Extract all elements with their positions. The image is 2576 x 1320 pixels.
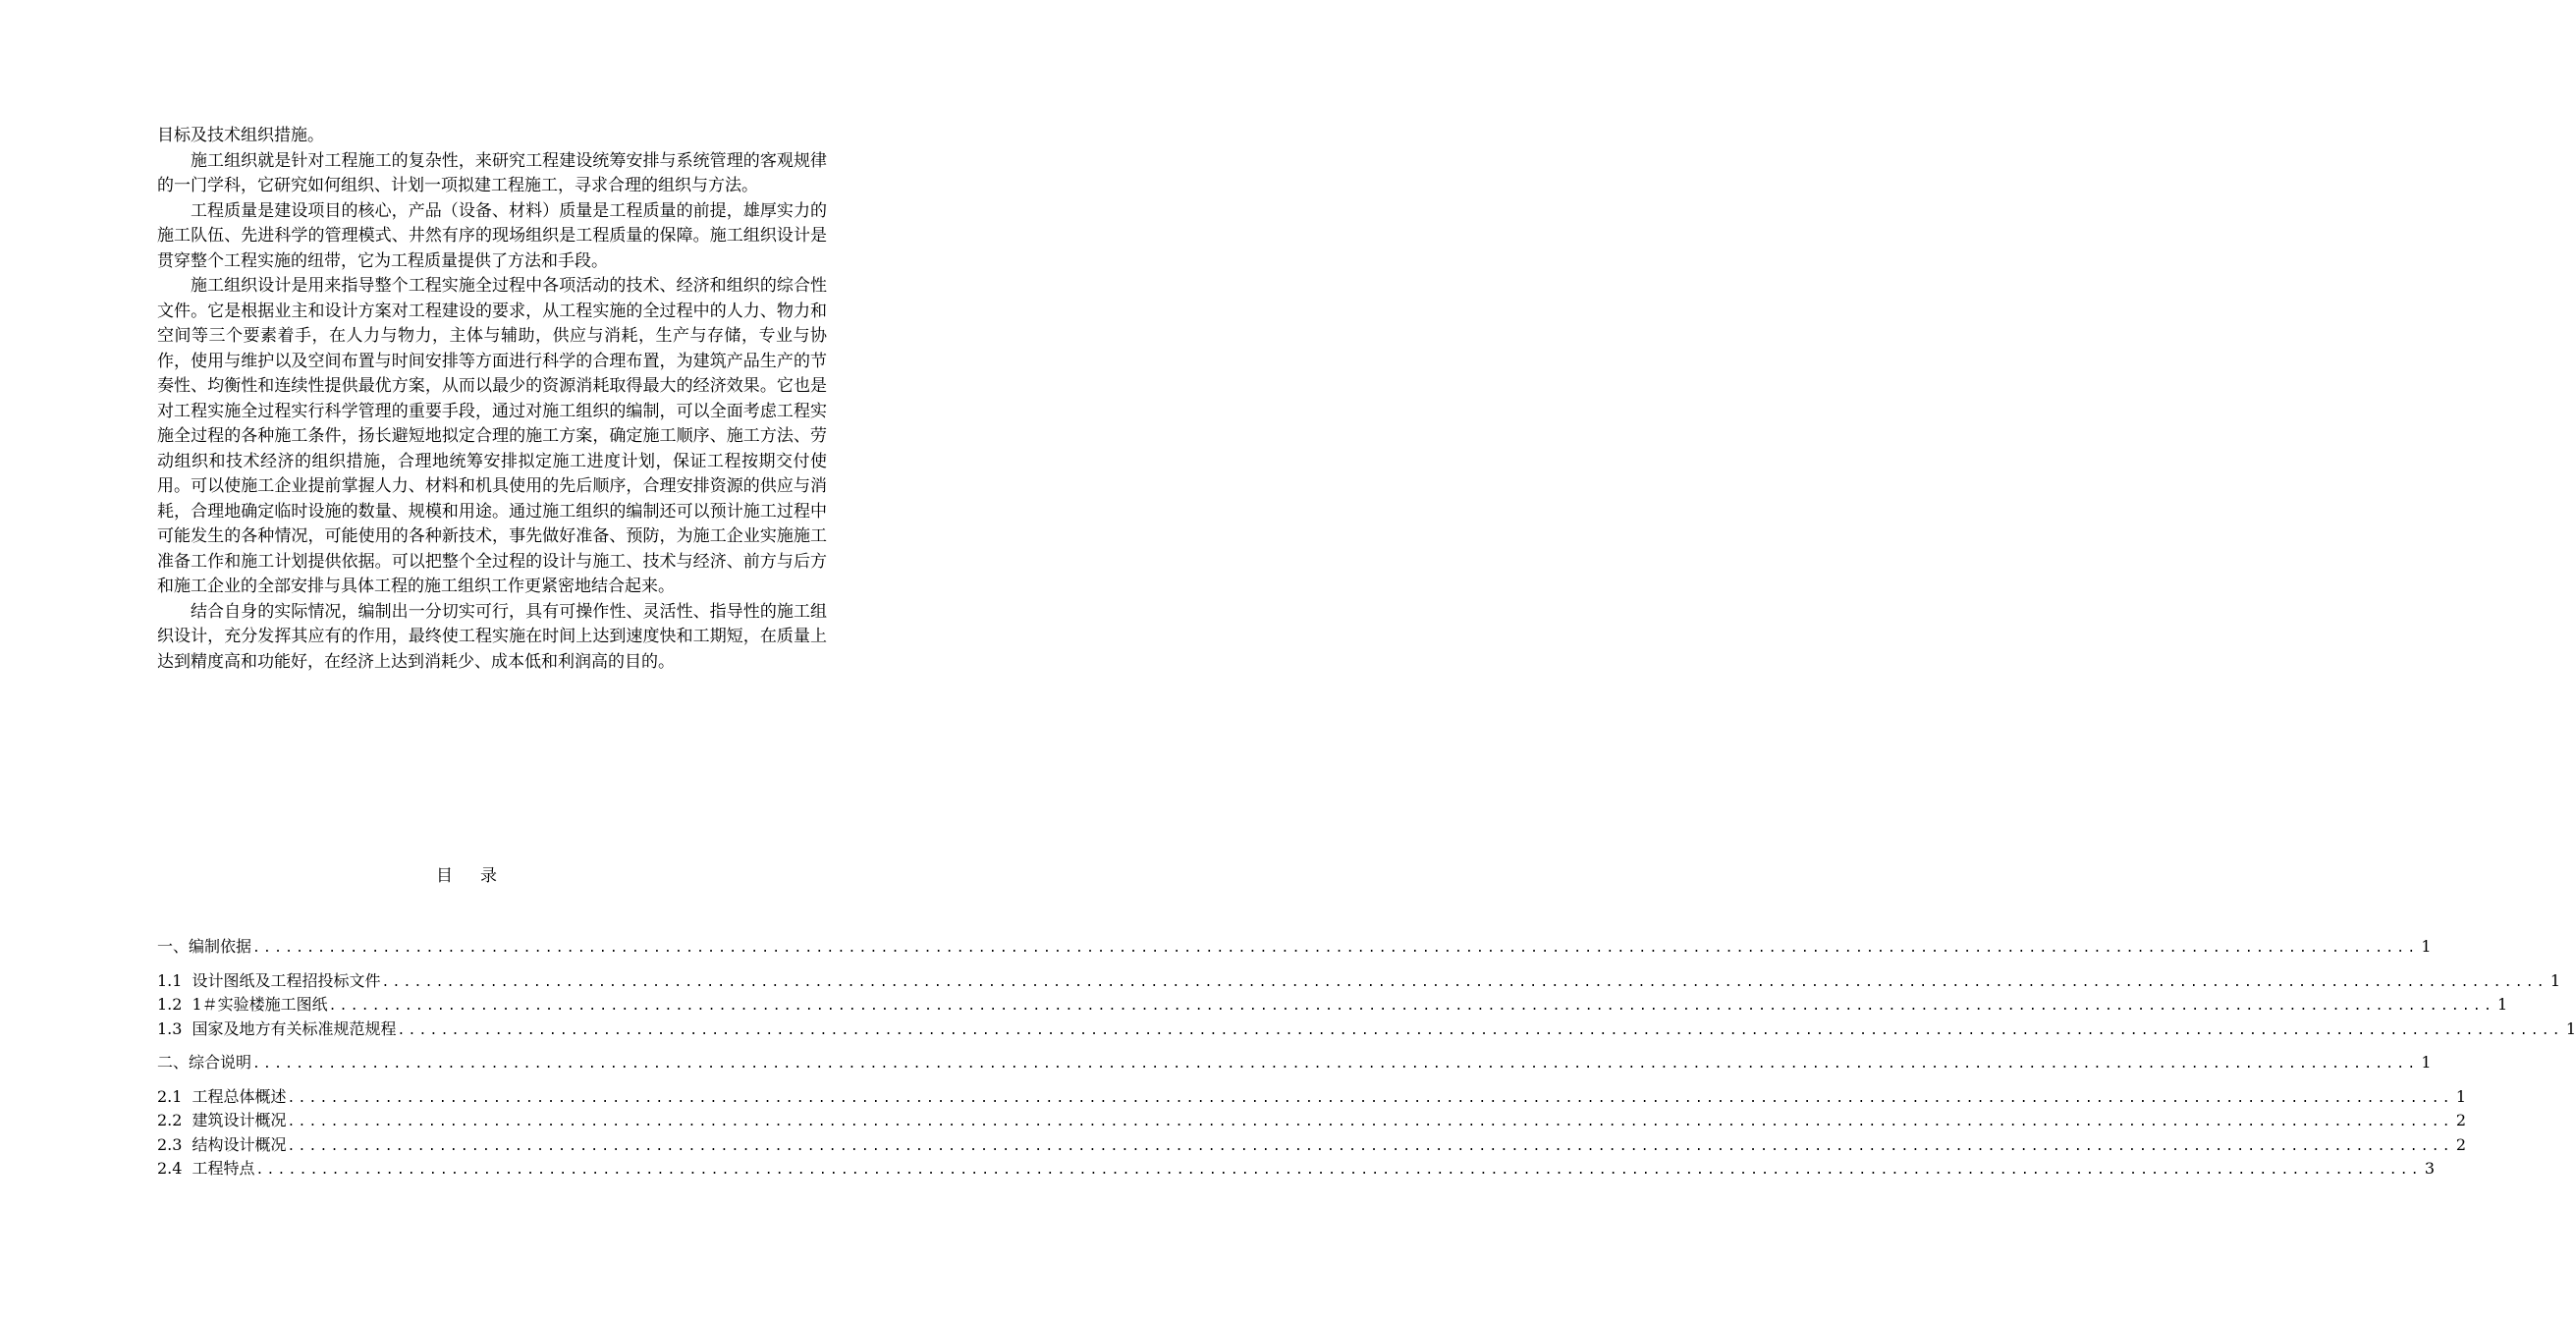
toc-leader-dots: ........................................................................................................................................................................................................ [255,1163,2422,1178]
toc-leader-dots: ........................................................................................................................................................................................................ [252,941,2419,956]
body-text [157,124,827,675]
toc-entry[interactable] [157,1018,2576,1042]
toc-leader-dots: ........................................................................................................................................................................................................ [381,974,2548,990]
toc-entry-number: 1.1 [157,970,183,990]
toc-leader-dots: ........................................................................................................................................................................................................ [397,1022,2563,1038]
paragraph-4: 施工组织设计是用来指导整个工程实施全过程中各项活动的技术、经济和组织的综合性文件。它是根据业主和设计方案对工程建设的要求，从工程实施的全过程中的人力、物力和空间等三个要素着手，在人力与物力，主体与辅助，供应与消耗，生产与存储，专业与协作，使用与维护以及空间布置与时间安排等方面进行科学的合理布置，为建筑产品生产的节奏性、均衡性和连续性提供最优方案，从而以最少的资源消耗取得最大的经济效果。它也是对工程实施全过程实行科学管理的重要手段，通过对施工组织的编制，可以全面考虑工程实施全过程的各种施工条件，扬长避短地拟定合理的施工方案，确定施工顺序、施工方法、劳动组织和技术经济的组织措施，合理地统筹安排拟定施工进度计划，保证工程按期交付使用。可以使施工企业提前掌握人力、材料和机具使用的先后顺序，合理安排资源的供应与消耗，合理地确定临时设施的数量、规模和用途。通过施工组织的编制还可以预计施工过程中可能发生的各种情况，可能使用的各种新技术，事先做好准备、预防，为施工企业实施施工准备工作和施工计划提供依据。可以把整个全过程的设计与施工、技术与经济、前方与后方和施工企业的全部安排与具体工程的施工组织工作更紧密地结合起来。 [157,276,827,596]
toc-entry-label: 1＃实验楼施工图纸 [192,995,328,1014]
table-of-contents [157,935,2576,1182]
toc-entry-page: 2 [2455,1111,2466,1129]
toc-title-part1: 目 [436,866,453,886]
toc-entry-page: 2 [2455,1134,2466,1154]
toc-entry-page: 1 [2421,937,2432,956]
paragraph-2: 施工组织就是针对工程施工的复杂性，来研究工程建设统筹安排与系统管理的客观规律的一门学科，它研究如何组织、计划一项拟建工程施工，寻求合理的组织与方法。 [157,150,827,195]
toc-entry-number: 2.4 [157,1159,183,1178]
toc-entry[interactable] [157,1051,2432,1075]
toc-entry-page: 1 [2496,995,2508,1014]
toc-entry-page: 1 [2565,1018,2576,1038]
toc-title-part2: 录 [480,866,497,886]
toc-leader-dots: ........................................................................................................................................................................................................ [287,1138,2453,1154]
paragraph-3: 工程质量是建设项目的核心，产品（设备、材料）质量是工程质量的前提，雄厚实力的施工队伍、先进科学的管理模式、井然有序的现场组织是工程质量的保障。施工组织设计是贯穿整个工程实施的纽带，它为工程质量提供了方法和手段。 [157,200,827,271]
paragraph-1: 目标及技术组织措施。 [157,126,324,145]
toc-entry[interactable] [157,1085,2466,1110]
toc-entry[interactable] [157,969,2560,994]
toc-entry-page: 1 [2455,1086,2466,1106]
toc-leader-dots: ........................................................................................................................................................................................................ [328,999,2494,1014]
toc-entry-number: 1.2 [157,995,183,1014]
toc-entry[interactable] [157,1109,2466,1133]
toc-entry-label: 国家及地方有关标准规范规程 [192,1018,397,1038]
toc-entry-number: 2.1 [157,1086,183,1106]
toc-entry-label: 建筑设计概况 [192,1111,287,1129]
toc-entry-label: 工程总体概述 [192,1086,287,1106]
paragraph-5: 结合自身的实际情况，编制出一分切实可行，具有可操作性、灵活性、指导性的施工组织设计，充分发挥其应有的作用，最终使工程实施在时间上达到速度快和工期短，在质量上达到精度高和功能好，在经济上达到消耗少、成本低和利润高的目的。 [157,601,827,672]
toc-entry-label: 设计图纸及工程招投标文件 [192,970,381,990]
toc-leader-dots: ........................................................................................................................................................................................................ [287,1115,2453,1129]
toc-entry[interactable] [157,993,2508,1018]
toc-leader-dots: ........................................................................................................................................................................................................ [287,1090,2453,1106]
toc-entry-page: 3 [2424,1159,2435,1178]
toc-entry[interactable] [157,935,2432,960]
toc-entry-label: 二、综合说明 [157,1053,252,1072]
toc-leader-dots: ........................................................................................................................................................................................................ [252,1057,2419,1072]
toc-entry-page: 1 [2549,970,2560,990]
toc-entry[interactable] [157,1157,2435,1182]
toc-entry-page: 1 [2421,1053,2432,1072]
toc-entry-number: 2.3 [157,1134,183,1154]
toc-entry-number: 1.3 [157,1018,183,1038]
toc-entry-label: 工程特点 [192,1159,255,1178]
toc-title [0,864,933,888]
toc-entry-label: 一、编制依据 [157,937,252,956]
toc-entry[interactable] [157,1133,2466,1158]
toc-entry-label: 结构设计概况 [192,1134,287,1154]
toc-entry-number: 2.2 [157,1111,183,1129]
